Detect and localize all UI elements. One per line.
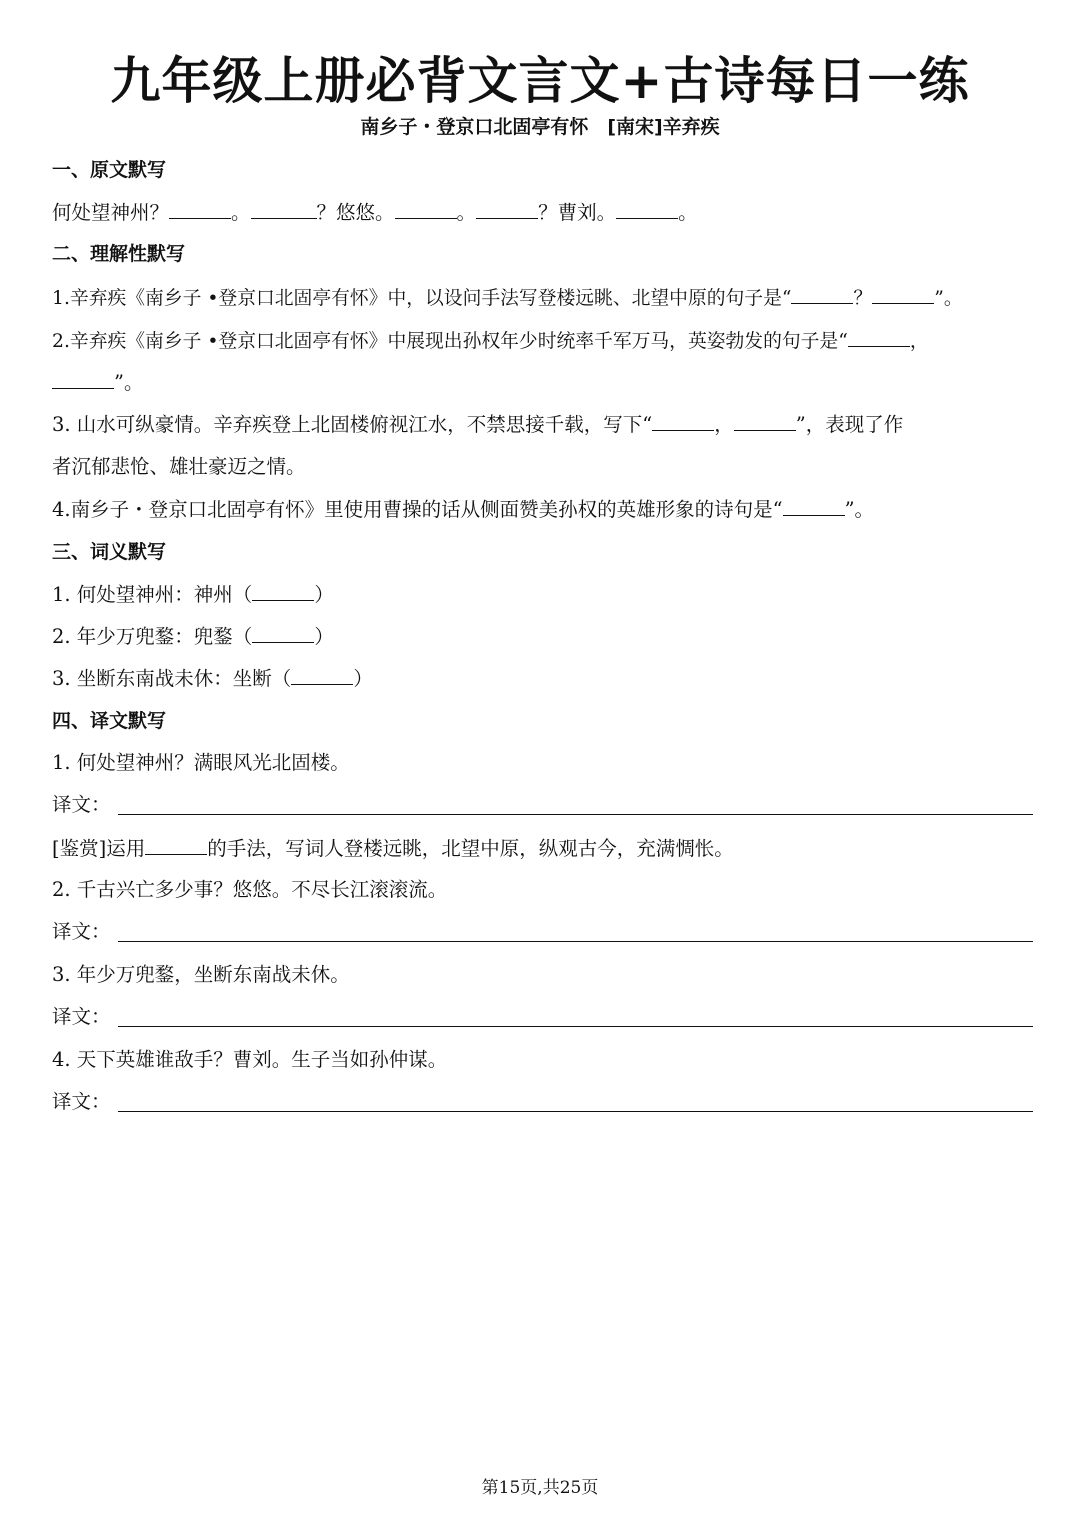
comprehension-question-2-cont <box>52 368 143 397</box>
comprehension-question-3 <box>52 410 903 439</box>
translation-question-4: 4. 天下英雄谁敌手？曹刘。生子当如孙仲谋。 <box>52 1048 448 1071</box>
fill-blank[interactable] <box>52 368 114 389</box>
translation-question-3: 3. 年少万兜鍪，坐断东南战未休。 <box>52 963 350 986</box>
fill-blank[interactable] <box>783 495 845 516</box>
word-meaning-question-2 <box>52 622 334 651</box>
fill-blank[interactable] <box>476 198 538 219</box>
text: ”。 <box>114 371 144 394</box>
translation-label: 译文： <box>52 793 111 816</box>
text: [鉴赏]运用 <box>52 837 146 860</box>
fill-blank[interactable] <box>791 283 853 304</box>
fill-blank[interactable] <box>616 198 678 219</box>
fill-blank[interactable] <box>848 326 910 347</box>
translation-answer-line[interactable] <box>118 1026 1033 1027</box>
section-heading-comprehension: 二、理解性默写 <box>52 243 186 265</box>
text: 2. 年少万兜鍪：兜鍪（ <box>52 625 253 648</box>
translation-label: 译文： <box>52 1090 111 1113</box>
text: 1. 何处望神州：神州（ <box>52 583 253 606</box>
translation-answer-line[interactable] <box>118 941 1033 942</box>
text: 。 <box>456 201 477 224</box>
text: 。 <box>678 201 698 224</box>
fill-blank[interactable] <box>395 198 457 219</box>
comprehension-question-4 <box>52 495 874 524</box>
fill-blank[interactable] <box>145 834 207 855</box>
translation-question-1: 1. 何处望神州？满眼风光北固楼。 <box>52 751 350 774</box>
section-heading-translation: 四、译文默写 <box>52 710 167 732</box>
text: ？悠悠。 <box>316 201 395 224</box>
fill-blank[interactable] <box>252 622 314 643</box>
translation-question-2: 2. 千古兴亡多少事？悠悠。不尽长江滚滚流。 <box>52 878 448 901</box>
text: ， <box>714 413 734 436</box>
text: 3. 山水可纵豪情。辛弃疾登上北固楼俯视江水，不禁思接千载，写下“ <box>52 413 653 436</box>
translation-label: 译文： <box>52 920 111 943</box>
fill-blank[interactable] <box>291 664 353 685</box>
fill-blank[interactable] <box>872 283 934 304</box>
fill-blank[interactable] <box>251 198 317 219</box>
section-heading-original-text: 一、原文默写 <box>52 159 167 181</box>
text: 。 <box>231 201 251 224</box>
fill-blank[interactable] <box>169 198 231 219</box>
fill-blank[interactable] <box>652 410 714 431</box>
appreciation-line <box>52 834 734 863</box>
text: 4.南乡子・登京口北固亭有怀》里使用曹操的话从侧面赞美孙权的英雄形象的诗句是“ <box>52 498 783 521</box>
text: ？ <box>853 288 873 309</box>
text: ， <box>909 331 929 352</box>
text: 3. 坐断东南战未休：坐断（ <box>52 667 292 690</box>
page-title: 九年级上册必背文言文+古诗每日一练 <box>110 52 970 110</box>
text: ） <box>314 625 334 648</box>
text: ”。 <box>844 498 875 521</box>
section-heading-word-meaning: 三、词义默写 <box>52 541 167 563</box>
original-text-line <box>52 198 698 227</box>
comprehension-question-3-cont: 者沉郁悲怆、雄壮豪迈之情。 <box>52 455 306 478</box>
translation-answer-line[interactable] <box>118 1111 1033 1112</box>
text: ） <box>314 583 334 606</box>
text: 2.辛弃疾《南乡子 •登京口北固亭有怀》中展现出孙权年少时统率千军万马，英姿勃发的句子是“ <box>52 331 848 352</box>
text: 何处望神州？ <box>52 201 170 224</box>
text: ？曹刘。 <box>538 201 617 224</box>
poem-subtitle: 南乡子・登京口北固亭有怀 [南宋]辛弃疾 <box>360 116 720 138</box>
text: 的手法，写词人登楼远眺，北望中原，纵观古今，充满惆怅。 <box>207 837 734 860</box>
fill-blank[interactable] <box>734 410 796 431</box>
translation-label: 译文： <box>52 1005 111 1028</box>
text: 1.辛弃疾《南乡子 •登京口北固亭有怀》中，以设问手法写登楼远眺、北望中原的句子是“ <box>52 288 792 309</box>
translation-answer-line[interactable] <box>118 814 1033 815</box>
text: ”，表现了作 <box>795 413 904 436</box>
text: ”。 <box>934 288 963 309</box>
word-meaning-question-3 <box>52 664 373 693</box>
comprehension-question-1 <box>52 283 963 313</box>
fill-blank[interactable] <box>252 580 314 601</box>
word-meaning-question-1 <box>52 580 334 609</box>
page-number: 第15页,共25页 <box>481 1478 599 1498</box>
text: ） <box>353 667 373 690</box>
comprehension-question-2 <box>52 326 929 356</box>
